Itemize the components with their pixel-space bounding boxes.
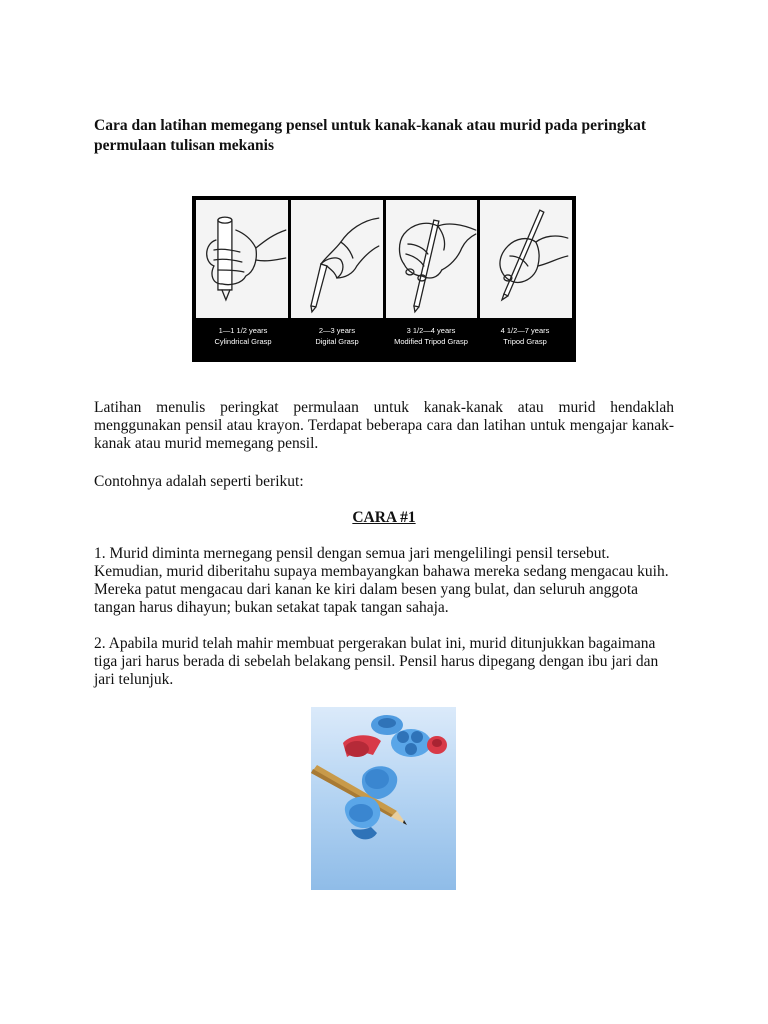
- grasp-stage-age: 2—3 years: [318, 326, 356, 335]
- intro-paragraph: Latihan menulis peringkat permulaan untuk kanak-kanak atau murid hendaklah menggunakan pensil atau krayon. Terdapat beberapa cara dan latihan untuk mengajar kanak-kanak atau murid memegang pensil.: [94, 399, 674, 452]
- step-2-paragraph: 2. Apabila murid telah mahir membuat pergerakan bulat ini, murid ditunjukkan bagaimana tiga jari harus berada di sebelah belakang pensil. Pensil harus dipegang dengan ibu jari dan jari telunjuk.: [94, 635, 659, 688]
- grasp-stage-caption: [478, 320, 572, 358]
- method-heading: CARA #1: [352, 509, 416, 526]
- example-line: Contohnya adalah seperti berikut:: [94, 473, 304, 490]
- grasp-stage-age: 4 1/2—7 years: [500, 326, 550, 335]
- grasp-stage-name: Tripod Grasp: [503, 337, 547, 346]
- grasp-stage-caption: [384, 320, 478, 358]
- grasp-stage-caption: [196, 320, 290, 358]
- pencil-grasp-stages-figure: [192, 196, 576, 362]
- cylindrical-grasp-illustration: [196, 200, 288, 318]
- grasp-stage-caption: [290, 320, 384, 358]
- modified-tripod-grasp-illustration: [386, 200, 478, 318]
- grasp-stage-name: Digital Grasp: [315, 337, 359, 346]
- grasp-stage-age: 1—1 1/2 years: [218, 326, 268, 335]
- pencil-grip-photo: [311, 707, 456, 890]
- grasp-stage-name: Modified Tripod Grasp: [394, 337, 468, 346]
- document-title: Cara dan latihan memegang pensel untuk kanak-kanak atau murid pada peringkat permulaan tulisan mekanis: [94, 117, 647, 154]
- grasp-stage-name: Cylindrical Grasp: [214, 337, 272, 346]
- tripod-grasp-illustration: [480, 200, 572, 318]
- grasp-stage-age: 3 1/2—4 years: [406, 326, 456, 335]
- digital-grasp-illustration: [291, 200, 383, 318]
- step-1-paragraph: 1. Murid diminta mernegang pensil dengan semua jari mengelilingi pensil tersebut. Kemudian, murid diberitahu supaya membayangkan bahawa mereka sedang mengacau kuih. Mereka patut mengacau dari kanan ke kiri dalam besen yang bulat, dan seluruh anggota tangan harus dihayun; bukan setakat tapak tangan sahaja.: [94, 545, 669, 616]
